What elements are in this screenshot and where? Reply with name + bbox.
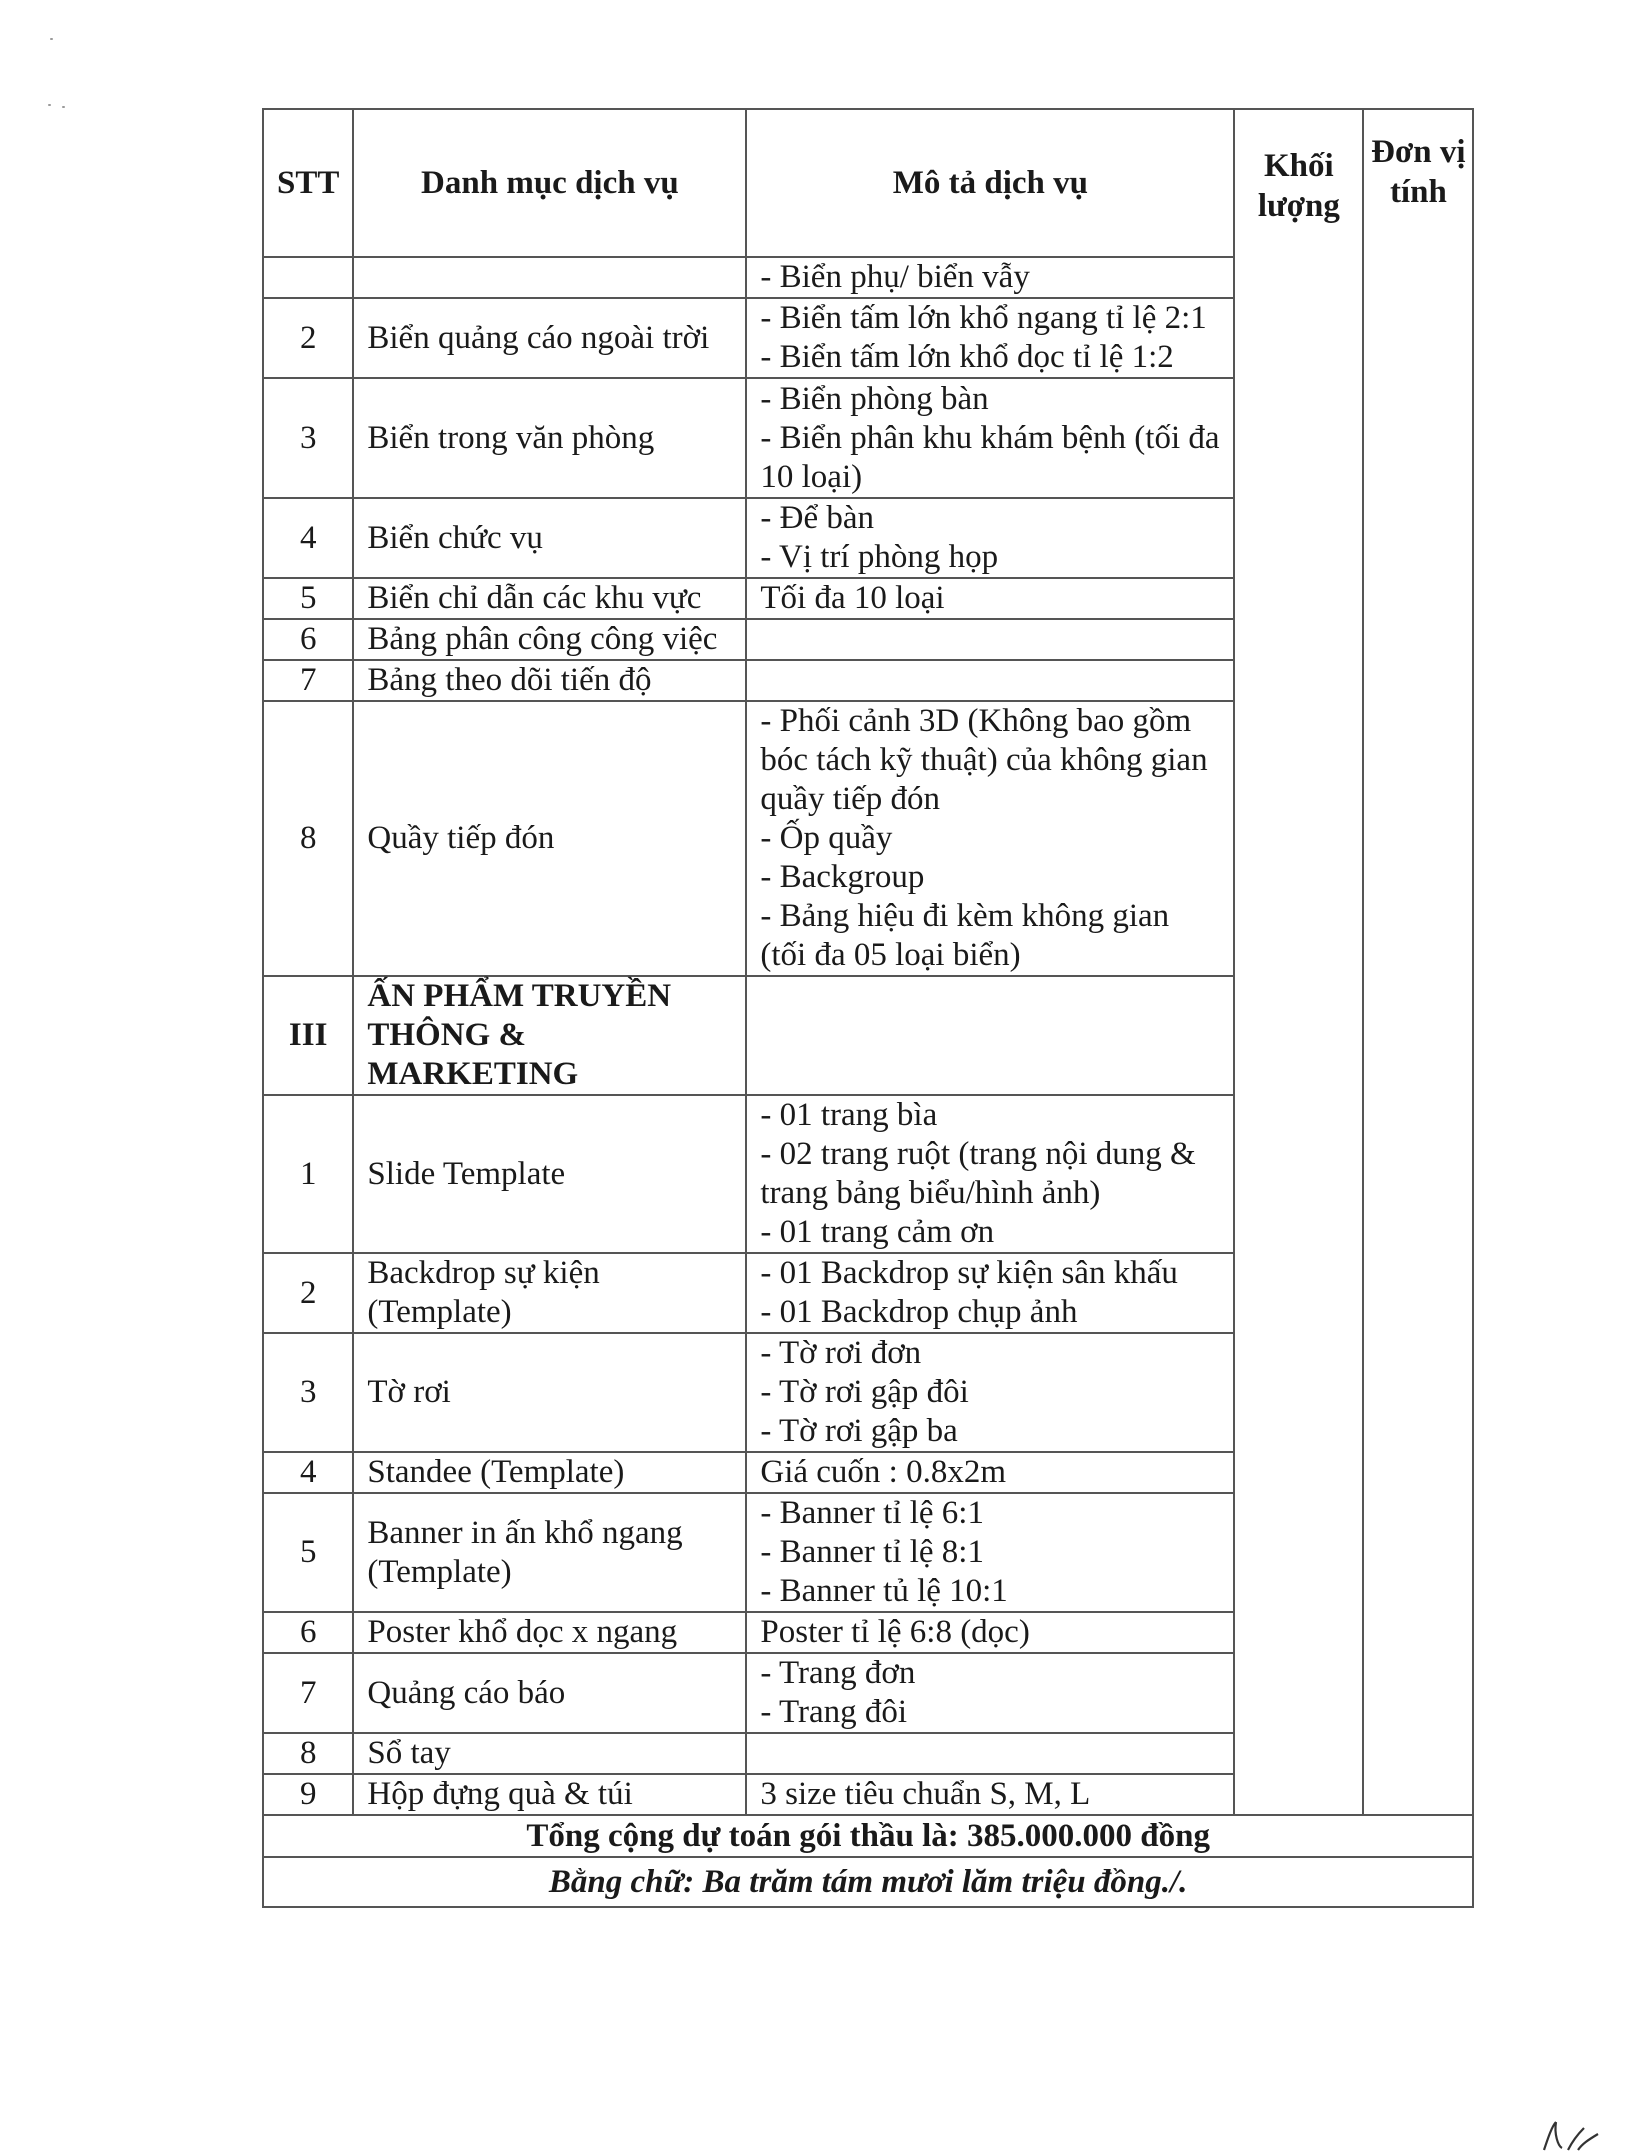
- row-description: [746, 1653, 1234, 1733]
- row-service-name: Standee (Template): [353, 1452, 746, 1493]
- row-stt: 8: [263, 701, 353, 976]
- row-stt: III: [263, 976, 353, 1095]
- row-stt: 1: [263, 1095, 353, 1253]
- row-description: [746, 660, 1234, 701]
- header-service: Danh mục dịch vụ: [353, 109, 746, 257]
- description-line: - Tờ rơi gập đôi: [760, 1374, 969, 1410]
- scan-speck: [62, 106, 65, 108]
- row-stt: 9: [263, 1774, 353, 1815]
- row-service-name: Biển quảng cáo ngoài trời: [353, 298, 746, 378]
- total-in-words: Bằng chữ: Ba trăm tám mươi lăm triệu đồng./.: [263, 1857, 1473, 1907]
- description-line: - Biển tấm lớn khổ ngang tỉ lệ 2:1: [760, 300, 1207, 336]
- scan-speck: [50, 38, 53, 40]
- description-line: - Biển tấm lớn khổ dọc tỉ lệ 1:2: [760, 339, 1174, 375]
- description-line: - Banner tỉ lệ 6:1: [760, 1495, 984, 1531]
- row-stt: 7: [263, 1653, 353, 1733]
- row-stt: [263, 257, 353, 298]
- description-line: - Biển phụ/ biển vẫy: [760, 259, 1030, 295]
- row-service-name: Bảng theo dõi tiến độ: [353, 660, 746, 701]
- row-service-name: Poster khổ dọc x ngang: [353, 1612, 746, 1653]
- row-service-name: Bảng phân công công việc: [353, 619, 746, 660]
- description-line: - 01 Backdrop chụp ảnh: [760, 1294, 1078, 1330]
- row-service-name: Hộp đựng quà & túi: [353, 1774, 746, 1815]
- description-line: - Trang đôi: [760, 1694, 908, 1730]
- total-row: [263, 1815, 1473, 1857]
- row-description: [746, 1493, 1234, 1612]
- description-line: - Tờ rơi đơn: [760, 1335, 922, 1371]
- row-description: [746, 257, 1234, 298]
- row-service-name: Quầy tiếp đón: [353, 701, 746, 976]
- row-stt: 2: [263, 298, 353, 378]
- description-line: - Bảng hiệu đi kèm không gian (tối đa 05 loại biển): [760, 898, 1170, 973]
- table-row: [263, 257, 1473, 298]
- description-line: - Trang đơn: [760, 1655, 916, 1691]
- description-line: Poster tỉ lệ 6:8 (dọc): [760, 1614, 1030, 1650]
- in-words-row: [263, 1857, 1473, 1907]
- description-line: - Phối cảnh 3D (Không bao gồm bóc tách kỹ thuật) của không gian quầy tiếp đón: [760, 703, 1208, 817]
- scan-speck: [48, 104, 51, 106]
- unit-cell: [1363, 257, 1473, 1815]
- row-description: [746, 1612, 1234, 1653]
- handwritten-initial: [1538, 2120, 1608, 2152]
- row-stt: 6: [263, 1612, 353, 1653]
- row-description: [746, 976, 1234, 1095]
- row-service-name: Sổ tay: [353, 1733, 746, 1774]
- row-description: [746, 1774, 1234, 1815]
- row-service-name: Banner in ấn khổ ngang (Template): [353, 1493, 746, 1612]
- description-line: - 01 trang cảm ơn: [760, 1214, 995, 1250]
- header-description: Mô tả dịch vụ: [746, 109, 1234, 257]
- table-body: [263, 257, 1473, 1907]
- row-service-name: Biển chỉ dẫn các khu vực: [353, 578, 746, 619]
- description-line: - 02 trang ruột (trang nội dung & trang bảng biểu/hình ảnh): [760, 1136, 1196, 1211]
- row-stt: 3: [263, 378, 353, 498]
- description-line: - Backgroup: [760, 859, 925, 895]
- description-line: - Biển phòng bàn: [760, 380, 989, 417]
- row-description: [746, 1095, 1234, 1253]
- row-service-name: Biển trong văn phòng: [353, 378, 746, 498]
- description-line: - 01 trang bìa: [760, 1097, 938, 1133]
- row-stt: 8: [263, 1733, 353, 1774]
- row-description: [746, 498, 1234, 578]
- header-unit: Đơn vị tính: [1363, 109, 1473, 257]
- row-description: [746, 1253, 1234, 1333]
- description-line: Tối đa 10 loại: [760, 580, 945, 616]
- row-description: [746, 1333, 1234, 1452]
- description-line: - Banner tỉ lệ 8:1: [760, 1534, 984, 1570]
- description-line: Giá cuốn : 0.8x2m: [760, 1454, 1007, 1490]
- row-stt: 4: [263, 1452, 353, 1493]
- row-description: [746, 1733, 1234, 1774]
- volume-cell: [1234, 257, 1363, 1815]
- row-stt: 5: [263, 578, 353, 619]
- row-service-name: [353, 257, 746, 298]
- row-service-name: Tờ rơi: [353, 1333, 746, 1452]
- description-line: - 01 Backdrop sự kiện sân khấu: [760, 1255, 1178, 1291]
- description-line: - Tờ rơi gập ba: [760, 1413, 958, 1449]
- row-stt: 6: [263, 619, 353, 660]
- row-description: [746, 378, 1234, 498]
- row-service-name: Slide Template: [353, 1095, 746, 1253]
- row-stt: 3: [263, 1333, 353, 1452]
- row-service-name: Backdrop sự kiện (Template): [353, 1253, 746, 1333]
- description-line: - Ốp quầy: [760, 820, 893, 856]
- description-line: - Banner tủ lệ 10:1: [760, 1573, 1008, 1609]
- description-line: - Vị trí phòng họp: [760, 539, 999, 575]
- row-stt: 2: [263, 1253, 353, 1333]
- row-description: [746, 578, 1234, 619]
- row-description: [746, 1452, 1234, 1493]
- row-stt: 4: [263, 498, 353, 578]
- total-amount: Tổng cộng dự toán gói thầu là: 385.000.000 đồng: [263, 1815, 1473, 1857]
- header-stt: STT: [263, 109, 353, 257]
- description-line: - Biển phân khu khám bệnh (tối đa 10 loại): [760, 419, 1220, 495]
- description-line: - Để bàn: [760, 500, 874, 536]
- row-stt: 5: [263, 1493, 353, 1612]
- row-description: [746, 701, 1234, 976]
- header-volume: Khối lượng: [1234, 109, 1363, 257]
- row-service-name: Quảng cáo báo: [353, 1653, 746, 1733]
- service-estimate-table: [262, 108, 1474, 1908]
- description-line: 3 size tiêu chuẩn S, M, L: [760, 1776, 1091, 1812]
- row-service-name: Biển chức vụ: [353, 498, 746, 578]
- table-header-row: [263, 109, 1473, 257]
- row-description: [746, 298, 1234, 378]
- row-description: [746, 619, 1234, 660]
- row-service-name: ẤN PHẨM TRUYỀN THÔNG & MARKETING: [353, 976, 746, 1095]
- row-stt: 7: [263, 660, 353, 701]
